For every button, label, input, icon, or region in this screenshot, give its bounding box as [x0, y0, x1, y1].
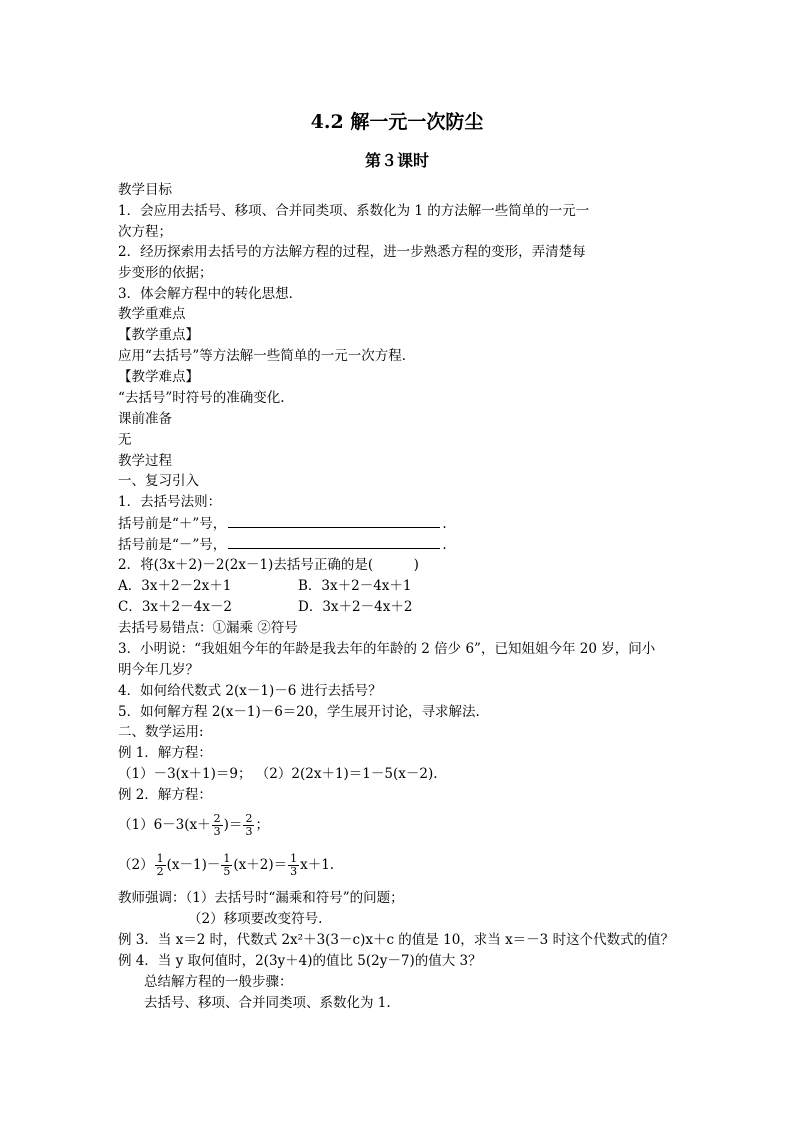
goal-3: 3．体会解方程中的转化思想． — [118, 286, 303, 302]
question-1: 1．去括号法则： — [118, 494, 222, 510]
goal-1-line-2: 次方程； — [118, 224, 172, 240]
question-5: 5．如何解方程 2(x－1)－6＝20，学生展开讨论，寻求解法. — [118, 704, 480, 720]
answer-blank — [228, 513, 440, 528]
fraction: $\frac{1}{2}$ — [156, 852, 164, 878]
common-mistakes: 去括号易错点：①漏乘 ②符号 — [118, 620, 298, 636]
focus-text: 应用“去括号”等方法解一些简单的一元一次方程． — [118, 348, 416, 364]
option-a: A．3x＋2－2x＋1 — [118, 578, 232, 594]
teacher-emphasis-2: （2）移项要改变符号. — [188, 911, 323, 927]
example-1-label: 例 1．解方程： — [118, 745, 212, 761]
equation-text: （1）6－3(x＋ — [118, 817, 211, 833]
goal-2-line-2: 步变形的依据； — [118, 265, 213, 281]
example-1-body: （1）－3(x＋1)＝9； （2）2(2x＋1)＝1－5(x－2). — [118, 766, 438, 782]
equation-text: ； — [255, 817, 269, 833]
example-4: 例 4．当 y 取何值时，2(3y＋4)的值比 5(2y－7)的值大 3？ — [118, 953, 482, 969]
prep-text: 无 — [118, 432, 132, 448]
example-2-part-1 — [118, 812, 269, 838]
fraction: $\frac{1}{5}$ — [223, 852, 231, 878]
goal-1-line-1: 1．会应用去括号、移项、合并同类项、系数化为 1 的方法解一些简单的一元一 — [118, 203, 590, 219]
plus-rule: 括号前是“＋”号， . — [118, 513, 447, 534]
page-title: 4.2 解一元一次防尘 — [310, 111, 484, 133]
question-3-line-1: 3．小明说：“我姐姐今年的年龄是我去年的年龄的 2 倍少 6”，已知姐姐今年 20 岁，问小 — [118, 641, 656, 657]
section-2-heading: 二、数学运用: — [118, 724, 204, 740]
option-d: D．3x＋2－4x＋2 — [298, 599, 413, 615]
minus-rule-label: 括号前是“－”号， — [118, 537, 227, 553]
fraction: $\frac{2}{3}$ — [213, 812, 221, 838]
options-row-2 — [118, 597, 412, 617]
fraction: $\frac{1}{3}$ — [290, 852, 298, 878]
option-b: B．3x＋2－4x＋1 — [298, 578, 412, 594]
option-c: C．3x＋2－4x－2 — [118, 599, 232, 615]
summary-steps: 去括号、移项、合并同类项、系数化为 1. — [144, 995, 391, 1011]
difficulty-label: 【教学难点】 — [118, 369, 199, 385]
equation-text: )＝ — [223, 817, 243, 833]
plus-rule-label: 括号前是“＋”号， — [118, 516, 227, 532]
equation-text: （2） — [118, 857, 154, 873]
keypoints-heading: 教学重难点 — [118, 306, 186, 322]
equation-text: (x＋2)＝ — [233, 857, 288, 873]
example-2-label: 例 2．解方程： — [118, 787, 212, 803]
options-row-1 — [118, 576, 412, 596]
goal-2-line-1: 2．经历探索用去括号的方法解方程的过程，进一步熟悉方程的变形，弄清楚每 — [118, 244, 586, 260]
fraction: $\frac{2}{3}$ — [245, 812, 253, 838]
teacher-emphasis-1: 教师强调：（1）去括号时“漏乘和符号”的问题； — [118, 890, 404, 906]
question-3-line-2: 明今年几岁？ — [118, 662, 199, 678]
focus-label: 【教学重点】 — [118, 327, 199, 343]
question-4: 4．如何给代数式 2(x－1)－6 进行去括号？ — [118, 683, 382, 699]
example-2-part-2 — [118, 852, 334, 878]
answer-blank — [228, 534, 440, 549]
process-heading: 教学过程 — [118, 453, 172, 469]
section-1-heading: 一、复习引入 — [118, 473, 199, 489]
minus-rule: 括号前是“－”号， . — [118, 534, 447, 555]
page-subtitle: 第３课时 — [364, 151, 429, 170]
goals-heading: 教学目标 — [118, 182, 172, 198]
equation-text: x＋1. — [300, 857, 335, 873]
summary-heading: 总结解方程的一般步骤： — [144, 974, 293, 990]
question-2: 2．将(3x＋2)－2(2x－1)去括号正确的是( ) — [118, 557, 419, 573]
example-3: 例 3．当 x＝2 时，代数式 2x²＋3(3－c)x＋c 的值是 10，求当 x＝－3 时这个代数式的值？ — [118, 932, 675, 948]
difficulty-text: “去括号”时符号的准确变化. — [118, 390, 285, 406]
equation-text: (x－1)－ — [166, 857, 221, 873]
prep-heading: 课前准备 — [118, 411, 172, 427]
